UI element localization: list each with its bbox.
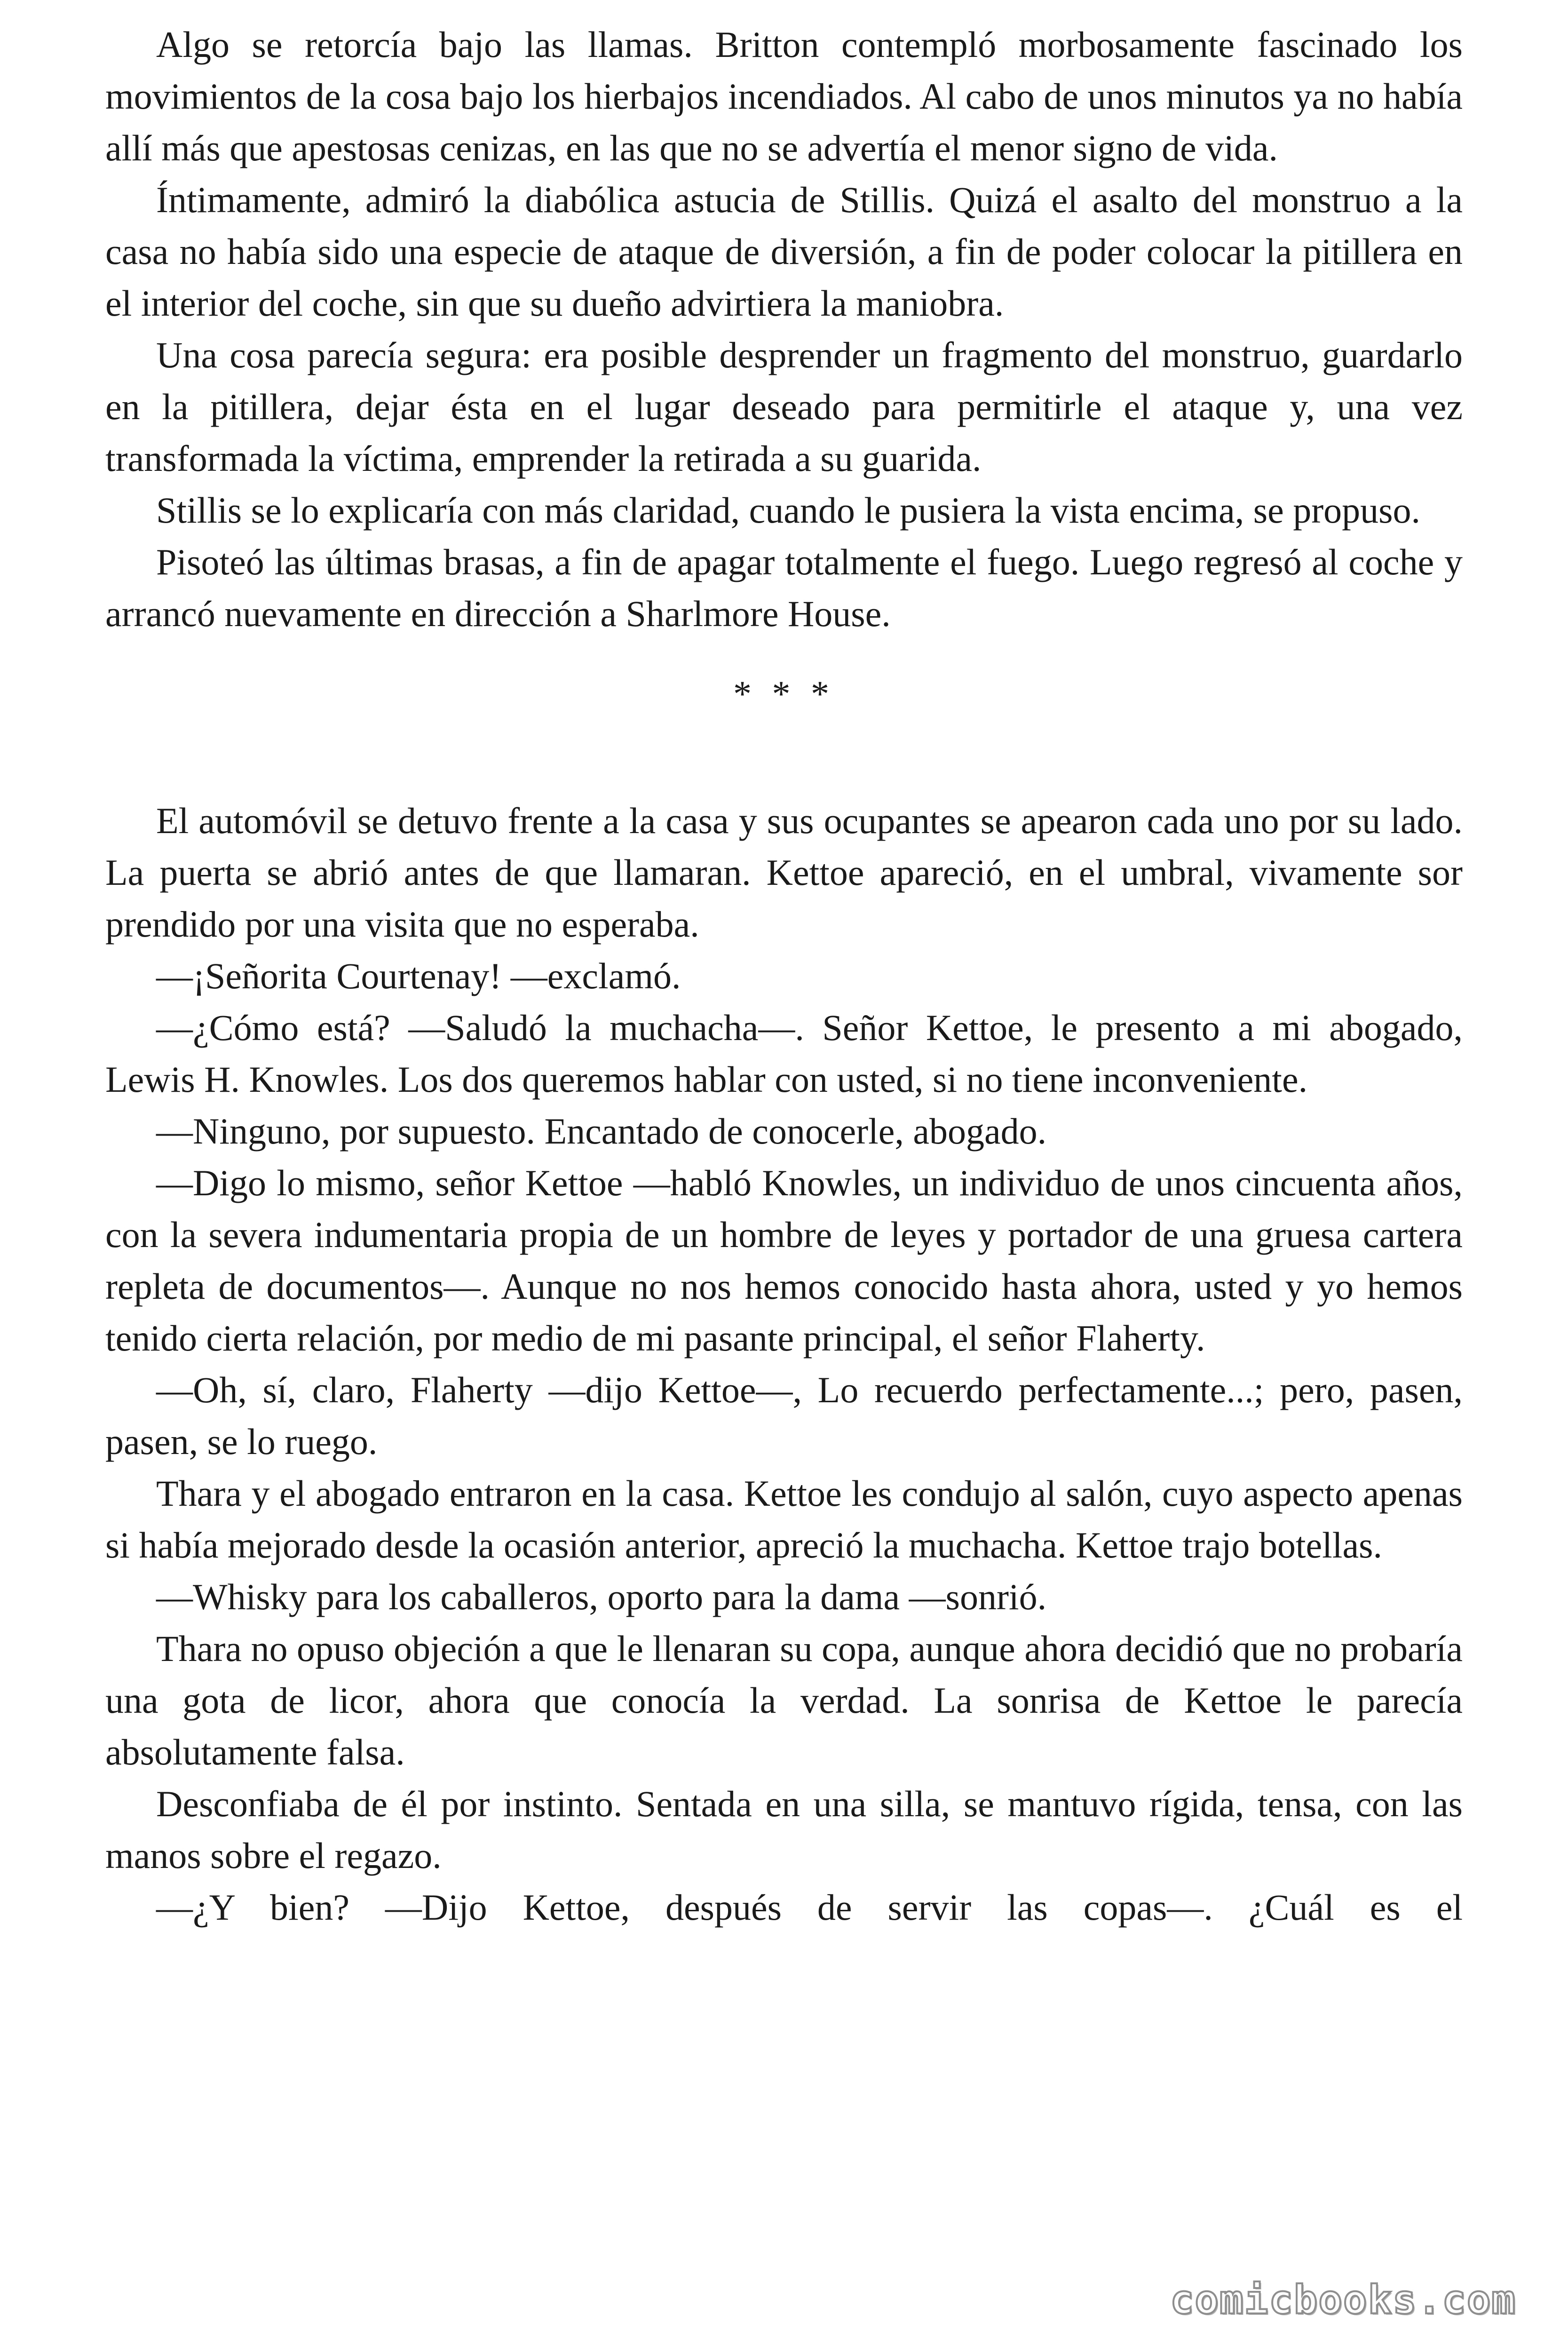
text-section-1 (105, 19, 1463, 640)
paragraph: Íntimamente, admiró la diabólica astucia de Stillis. Quizá el asalto del monstruo a la casa no había sido una especie de ataque de diversión, a fin de poder colocar la pitillera en el interior del coche, sin que su dueño advirtiera la maniobra. (105, 179, 1463, 324)
text-section-2 (105, 795, 1463, 1933)
paragraph: Stillis se lo explicaría con más claridad, cuando le pusiera la vista encima, se propuso. (156, 490, 1421, 531)
paragraph: —Oh, sí, claro, Flaherty —dijo Kettoe—, Lo recuerdo perfectamente...; pero, pasen, pasen, se lo ruego. (105, 1369, 1463, 1462)
section-separator: * * * (733, 673, 835, 714)
paragraph: Thara no opuso objeción a que le llenaran su copa, aunque ahora decidió que no probaría una gota de licor, ahora que conocía la verdad. La sonrisa de Kettoe le parecía absolutamente falsa. (105, 1628, 1463, 1772)
book-page (105, 19, 1463, 1933)
paragraph-continued: —¿Y bien? —Dijo Kettoe, después de servir las copas—. ¿Cuál es el (156, 1887, 1463, 1928)
watermark: comicbooks.com (1170, 2277, 1516, 2323)
paragraph: Thara y el abogado entraron en la casa. Kettoe les condujo al salón, cuyo aspecto apenas si había mejorado desde la ocasión anterior, apreció la muchacha. Kettoe trajo botellas. (105, 1473, 1463, 1565)
paragraph: —¡Señorita Courtenay! —exclamó. (156, 955, 681, 996)
paragraph: Una cosa parecía segura: era posible desprender un fragmento del monstruo, guardarlo en la pitillera, dejar ésta en el lugar deseado para permitirle el ataque y, una vez transformada la víctima, emprender la retirada a su guarida. (105, 334, 1463, 479)
paragraph: —Digo lo mismo, señor Kettoe —habló Knowles, un individuo de unos cincuenta años, con la severa indumentaria propia de un hombre de leyes y portador de una gruesa cartera repleta de documentos—. Aunque no nos hemos conocido hasta ahora, usted y yo hemos tenido cierta relación, por medio de mi pasante principal, el señor Flaherty. (105, 1162, 1463, 1359)
paragraph: El automóvil se detuvo frente a la casa y sus ocupantes se apearon cada uno por su lado. La puerta se abrió antes de que llamaran. Kettoe apareció, en el umbral, vivamente sor prendido por una visita que no esperaba. (105, 800, 1463, 945)
paragraph: Desconfiaba de él por instinto. Sentada en una silla, se mantuvo rígida, tensa, con las manos sobre el regazo. (105, 1783, 1463, 1876)
paragraph: —Ninguno, por supuesto. Encantado de conocerle, abogado. (156, 1111, 1047, 1152)
paragraph: Algo se retorcía bajo las llamas. Britton contempló morbosamente fascinado los movimientos de la cosa bajo los hierbajos incendiados. Al cabo de unos minutos ya no había allí más que apestosas cenizas, en las que no se advertía el menor signo de vida. (105, 24, 1463, 168)
paragraph: Pisoteó las últimas brasas, a fin de apagar totalmente el fuego. Luego regresó al coche y arrancó nuevamente en dirección a Sharlmore House. (105, 541, 1463, 634)
paragraph: —Whisky para los caballeros, oporto para la dama —sonrió. (156, 1576, 1047, 1617)
paragraph: —¿Cómo está? —Saludó la muchacha—. Señor Kettoe, le presento a mi abogado, Lewis H. Knowles. Los dos queremos hablar con usted, si no tiene inconveniente. (105, 1007, 1463, 1100)
